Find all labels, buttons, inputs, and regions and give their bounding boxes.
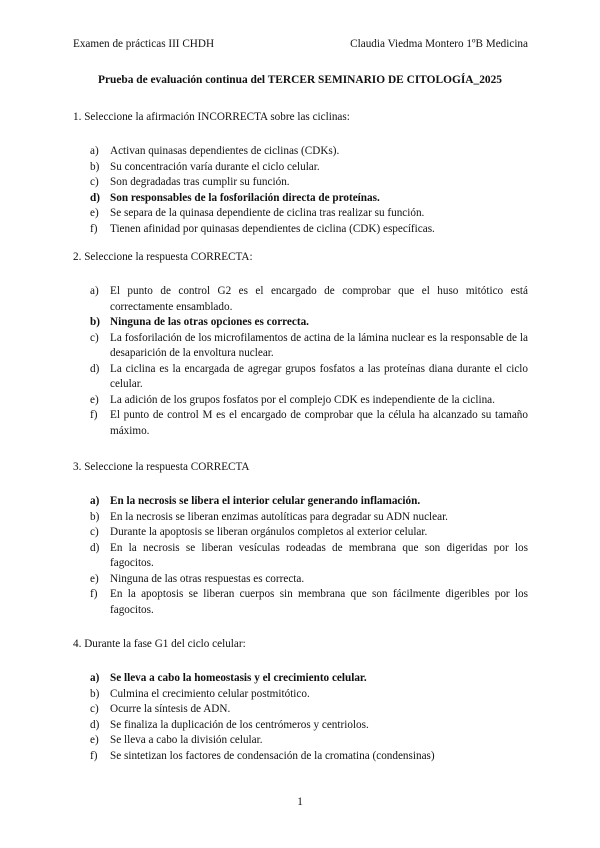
option-d: d) Se finaliza la duplicación de los centrómeros y centriolos. [90, 718, 369, 731]
option-b-highlighted: b) Ninguna de las otras opciones es correcta. [90, 316, 309, 328]
option-a: a) Activan quinasas dependientes de ciclinas (CDKs). [90, 145, 340, 157]
header-left: Examen de prácticas III CHDH [73, 38, 215, 50]
option-list [73, 671, 528, 764]
option-f: f) En la apoptosis se liberan cuerpos sin membrana que son fácilmente digeribles por los fagocitos. [90, 588, 528, 616]
option-c: c) Son degradadas tras cumplir su función. [90, 176, 290, 188]
page-number: 1 [297, 796, 303, 808]
option-e: e) La adición de los grupos fosfatos por el complejo CDK es independiente de la ciclina. [90, 393, 495, 406]
question-1 [73, 110, 528, 237]
option-d: d) La ciclina es la encargada de agregar grupos fosfatos a las proteínas diana durante el ciclo celular. [90, 362, 528, 390]
option-list [73, 284, 528, 439]
option-c: c) La fosforilación de los microfilamentos de actina de la lámina nuclear es la responsable de la desaparición de la envoltura nuclear. [90, 331, 528, 359]
option-c: c) Durante la apoptosis se liberan orgánulos completos al exterior celular. [90, 526, 428, 538]
question-4 [73, 637, 528, 764]
option-b: b) Culmina el crecimiento celular postmitótico. [90, 687, 310, 700]
option-f: f) Tienen afinidad por quinasas dependientes de ciclina (CDK) específicas. [90, 222, 435, 235]
option-list [73, 494, 528, 618]
question-stem: 1. Seleccione la afirmación INCORRECTA sobre las ciclinas: [73, 111, 350, 123]
option-f: f) Se sintetizan los factores de condensación de la cromatina (condensinas) [90, 749, 435, 762]
question-stem: 3. Seleccione la respuesta CORRECTA [73, 461, 250, 473]
option-a-highlighted: a) Se lleva a cabo la homeostasis y el crecimiento celular. [90, 672, 367, 684]
option-e: e) Ninguna de las otras respuestas es correcta. [90, 572, 305, 585]
document-title: Prueba de evaluación continua del TERCER SEMINARIO DE CITOLOGÍA_2025 [97, 74, 502, 86]
option-list [73, 144, 528, 237]
option-b: b) En la necrosis se liberan enzimas autolíticas para degradar su ADN nuclear. [90, 510, 448, 523]
option-a-highlighted: a) En la necrosis se libera el interior celular generando inflamación. [90, 495, 421, 507]
option-c: c) Ocurre la síntesis de ADN. [90, 703, 231, 715]
option-f: f) El punto de control M es el encargado de comprobar que la célula ha alcanzado su tamaño máximo. [90, 409, 528, 437]
option-e: e) Se lleva a cabo la división celular. [90, 734, 263, 746]
option-b: b) Su concentración varía durante el ciclo celular. [90, 160, 320, 173]
question-stem: 4. Durante la fase G1 del ciclo celular: [73, 638, 246, 650]
option-e: e) Se separa de la quinasa dependiente de ciclina tras realizar su función. [90, 207, 425, 219]
header-right: Claudia Viedma Montero 1ºB Medicina [350, 38, 528, 50]
option-d-highlighted: d) Son responsables de la fosforilación directa de proteínas. [90, 191, 380, 204]
question-2 [73, 250, 528, 439]
question-stem: 2. Seleccione la respuesta CORRECTA: [73, 251, 253, 263]
page-header [73, 38, 528, 50]
option-d: d) En la necrosis se liberan vesículas rodeadas de membrana que son digeridas por los fagocitos. [90, 541, 528, 569]
option-a: a) El punto de control G2 es el encargado de comprobar que el huso mitótico está correctamente ensamblado. [90, 285, 528, 313]
question-3 [73, 460, 528, 618]
